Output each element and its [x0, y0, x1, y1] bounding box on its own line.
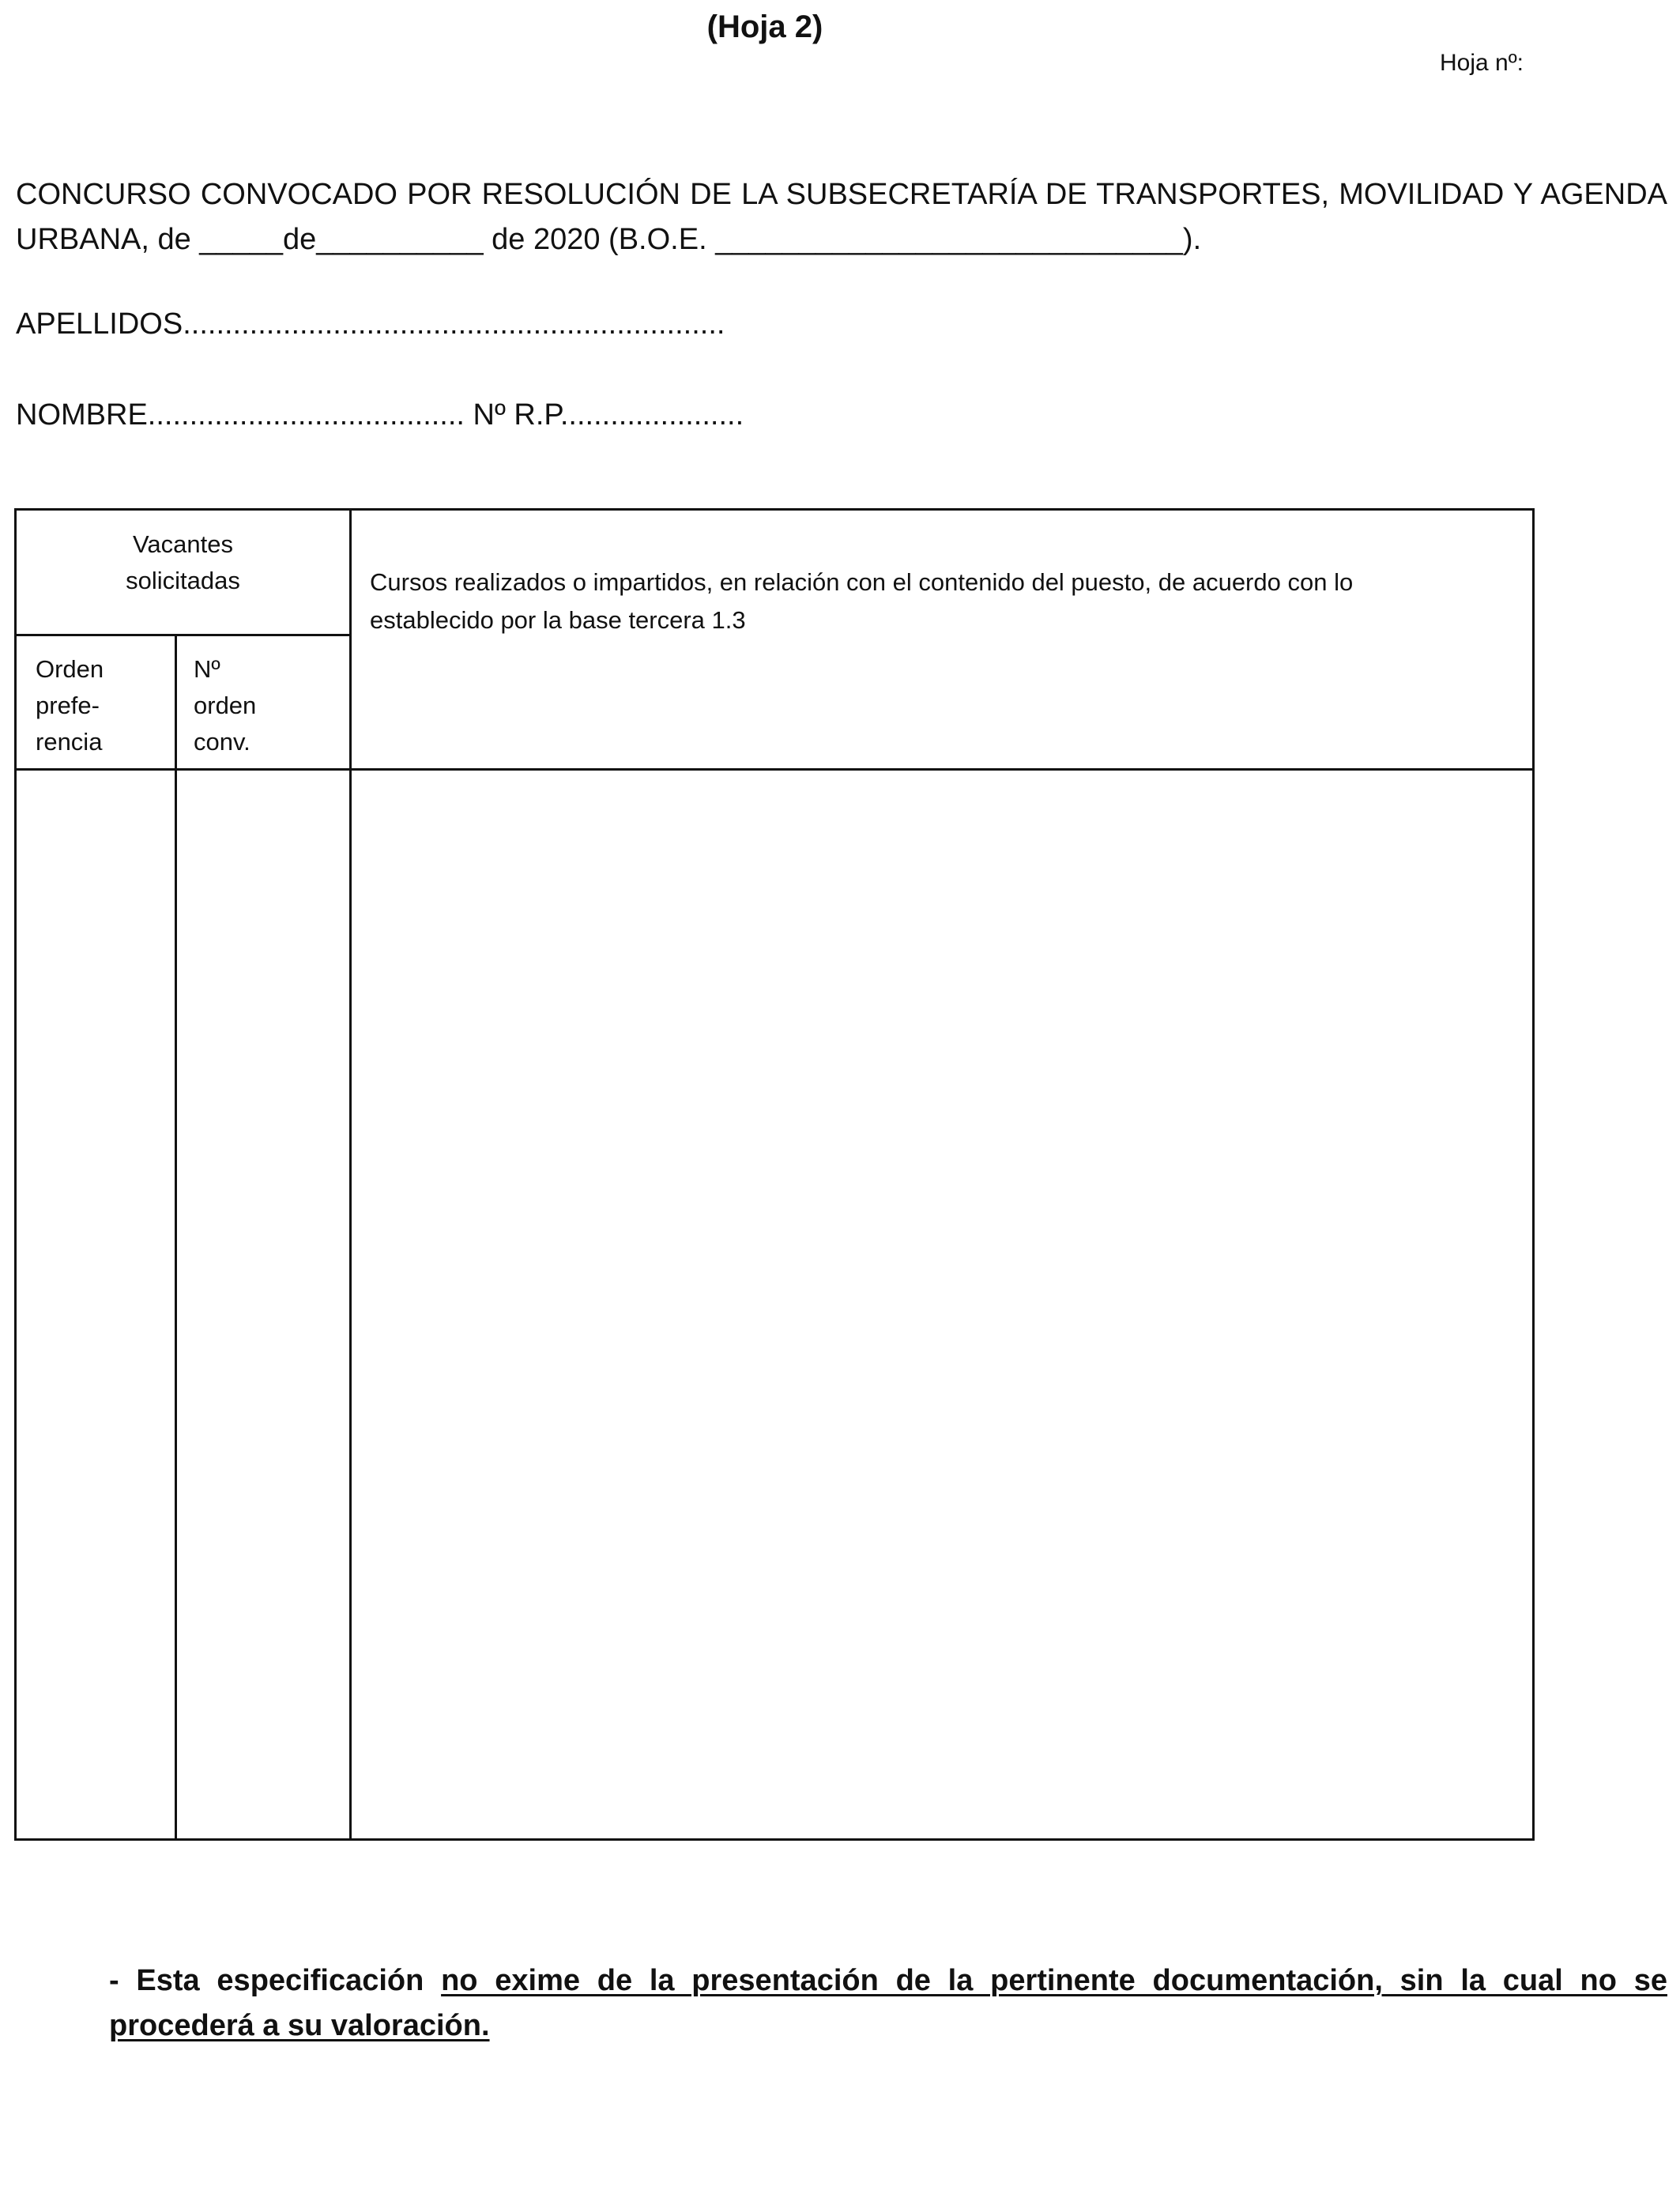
- orden-header-line-3: rencia: [36, 728, 103, 756]
- cursos-header-line-2: establecido por la base tercera 1.3: [370, 606, 746, 634]
- concurso-line-2: URBANA, de _____de__________ de 2020 (B.O.E. ____________________________).: [16, 223, 1202, 256]
- vacantes-header-line-2: solicitadas: [126, 567, 240, 594]
- footer-note-line-1: [109, 1958, 1667, 2004]
- nombre-field[interactable]: NOMBRE...................................... Nº R.P......................: [16, 398, 744, 432]
- norden-header-line-2: orden: [194, 692, 257, 719]
- numero-orden-cell[interactable]: [177, 771, 349, 1838]
- orden-preferencia-header: [36, 651, 170, 760]
- footer-note-prefix: - Esta especificación: [109, 1964, 442, 1997]
- norden-header-line-1: Nº: [194, 655, 220, 683]
- concurso-line-1: CONCURSO CONVOCADO POR RESOLUCIÓN DE LA SUBSECRETARÍA DE TRANSPORTES, MOVILIDAD Y AGENDA: [16, 178, 1667, 211]
- orden-header-line-1: Orden: [36, 655, 104, 683]
- vacantes-header-line-1: Vacantes: [133, 530, 233, 558]
- numero-orden-convocatoria-header: [194, 651, 344, 760]
- footer-note-line-2: [109, 2004, 1667, 2049]
- sheet-title: (Hoja 2): [706, 9, 823, 44]
- apellidos-field[interactable]: APELLIDOS.................................................................: [16, 307, 725, 341]
- vacantes-solicitadas-header: [17, 526, 349, 599]
- sheet-number-label: Hoja nº:: [1440, 50, 1524, 76]
- orden-header-line-2: prefe-: [36, 692, 100, 719]
- courses-table: [14, 508, 1535, 1841]
- vacantes-subheader-divider: [17, 634, 350, 636]
- concurso-statement: [16, 172, 1667, 262]
- footer-note: [109, 1958, 1667, 2049]
- footer-note-underlined-2: procederá a su valoración.: [109, 2009, 490, 2042]
- norden-header-line-3: conv.: [194, 728, 250, 756]
- orden-preferencia-cell[interactable]: [17, 771, 175, 1838]
- cursos-cell[interactable]: [352, 771, 1532, 1838]
- cursos-header-line-1: Cursos realizados o impartidos, en relación con el contenido del puesto, de acuerdo con lo: [370, 568, 1354, 596]
- footer-note-underlined-1: no exime de la presentación de la pertinente documentación, sin la cual no se: [441, 1964, 1667, 1997]
- cursos-header: [370, 564, 1508, 639]
